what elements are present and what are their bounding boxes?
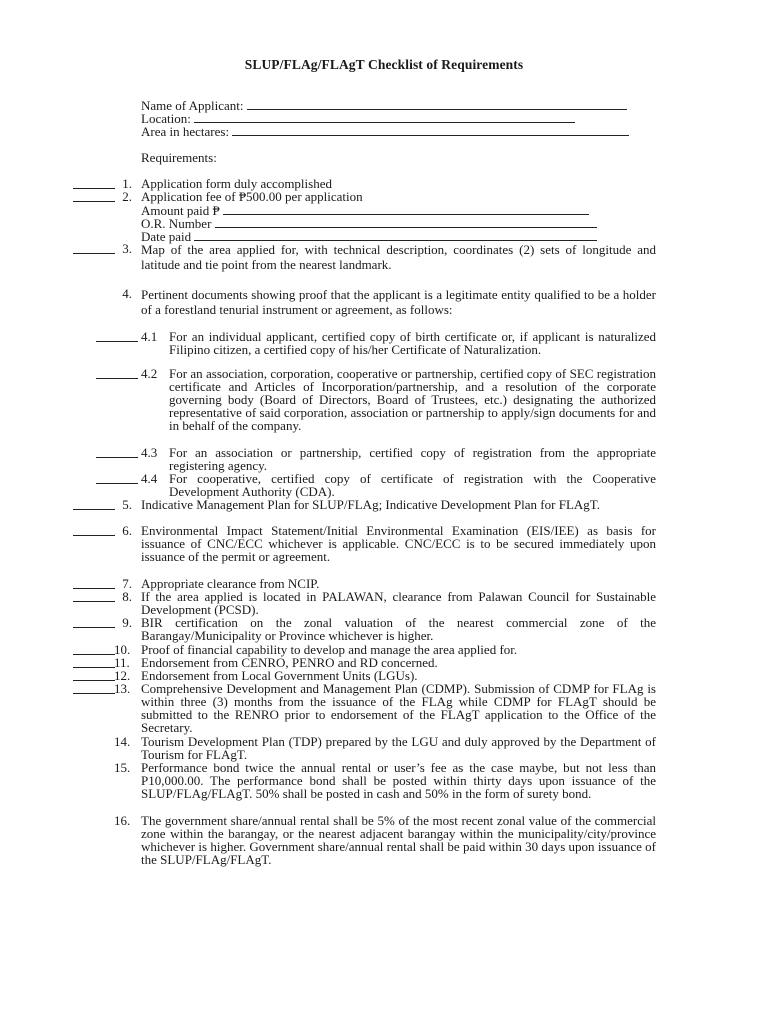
or-label: O.R. Number [141, 216, 212, 231]
item-text: Tourism Development Plan (TDP) prepared by the LGU and duly approved by the Department of Tourism for FLAgT. [141, 734, 656, 763]
check-line-3[interactable] [73, 253, 115, 254]
item-number: 2. [122, 189, 132, 204]
item-text: Endorsement from CENRO, PENRO and RD concerned. [141, 655, 438, 670]
item-text: The government share/annual rental shall be 5% of the most recent zonal value of the commercial zone within the barangay, or the nearest adjacent barangay within the municipality/city/province whichever is higher. Government share/annual rental shall be paid within 30 days upon issuance of the SLUP/FLAg/FLAgT. [141, 813, 656, 868]
item-number: 6. [122, 523, 132, 538]
amount-paid-field [141, 203, 589, 217]
name-label: Name of Applicant: [141, 98, 244, 113]
item-text: Appropriate clearance from NCIP. [141, 576, 320, 591]
check-line-9[interactable] [73, 627, 115, 628]
check-line-2[interactable] [73, 201, 115, 202]
item-text: Comprehensive Development and Management Plan (CDMP). Submission of CDMP for FLAg is within three (3) months from the issuance of the FLAg while CDMP for FLAgT should be submitted to the RENRO prior to endorsement of the FLAgT application to the Office of the Secretary. [141, 681, 656, 736]
item-text: Application fee of ₱500.00 per application [141, 189, 363, 204]
item-number: 9. [122, 615, 132, 630]
check-line-4-1[interactable] [96, 341, 138, 342]
check-line-4-2[interactable] [96, 378, 138, 379]
amount-input-line[interactable] [223, 203, 589, 215]
location-field [141, 111, 575, 125]
requirements-label: Requirements: [141, 150, 217, 165]
subitem-text: For cooperative, certified copy of certificate of registration with the Cooperative Development Authority (CDA). [169, 471, 656, 500]
item-text: Map of the area applied for, with technical description, coordinates (2) sets of longitude and latitude and tie point from the nearest landmark. [141, 242, 656, 272]
subitem-text: For an individual applicant, certified copy of birth certificate or, if applicant is naturalized Filipino citizen, a certified copy of his/her Certificate of Naturalization. [169, 329, 656, 358]
check-line-5[interactable] [73, 509, 115, 510]
subitem-number: 4.3 [141, 445, 158, 460]
date-input-line[interactable] [194, 229, 597, 241]
page-title: SLUP/FLAg/FLAgT Checklist of Requirements [244, 57, 524, 72]
item-text: Application form duly accomplished [141, 176, 332, 191]
check-line-4-3[interactable] [96, 457, 138, 458]
area-label: Area in hectares: [141, 124, 230, 139]
item-number: 14. [114, 734, 131, 749]
name-input-line[interactable] [247, 98, 627, 110]
check-line-10[interactable] [73, 654, 115, 655]
area-field [141, 124, 629, 138]
subitem-number: 4.2 [141, 366, 158, 381]
item-number: 7. [122, 576, 132, 591]
subitem-text: For an association or partnership, certified copy of registration from the appropriate registering agency. [169, 445, 656, 474]
item-text: Endorsement from Local Government Units (LGUs). [141, 668, 418, 683]
check-line-8[interactable] [73, 601, 115, 602]
item-number: 8. [122, 589, 132, 604]
location-label: Location: [141, 111, 191, 126]
or-number-field [141, 216, 597, 230]
date-label: Date paid [141, 229, 192, 244]
date-paid-field [141, 229, 597, 243]
area-input-line[interactable] [232, 124, 629, 136]
check-line-11[interactable] [73, 667, 115, 668]
item-text: Indicative Management Plan for SLUP/FLAg; Indicative Development Plan for FLAgT. [141, 497, 600, 512]
item-text: Proof of financial capability to develop and manage the area applied for. [141, 642, 518, 657]
item-text: BIR certification on the zonal valuation of the nearest commercial zone of the Barangay/Municipality or Province whichever is higher. [141, 615, 656, 644]
item-number: 5. [122, 497, 132, 512]
subitem-number: 4.4 [141, 471, 158, 486]
check-line-1[interactable] [73, 188, 115, 189]
check-line-7[interactable] [73, 588, 115, 589]
item-number: 11. [114, 655, 130, 670]
item-text: Environmental Impact Statement/Initial Environmental Examination (EIS/IEE) as basis for issuance of CNC/ECC whichever is applicable. CNC/ECC is to be secured immediately upon issuance of the permit or agreement. [141, 523, 656, 565]
name-of-applicant-field [141, 98, 627, 112]
item-number: 15. [114, 760, 131, 775]
check-line-4-4[interactable] [96, 483, 138, 484]
check-line-13[interactable] [73, 693, 115, 694]
item-text: If the area applied is located in PALAWAN, clearance from Palawan Council for Sustainable Development (PCSD). [141, 589, 656, 618]
location-input-line[interactable] [194, 111, 575, 123]
item-number: 4. [122, 286, 132, 301]
item-number: 3. [122, 241, 132, 256]
subitem-text: For an association, corporation, cooperative or partnership, certified copy of SEC registration certificate and Articles of Incorporation/partnership, and a resolution of the corporate governing body (Board of Directors, Board of Trustees, etc.) designating the authorized representative of said corporation, association or partnership to apply/sign documents for and in behalf of the company. [169, 366, 656, 434]
item-text: Performance bond twice the annual rental or user’s fee as the case maybe, but not less than P10,000.00. The performance bond shall be posted within thirty days upon issuance of the SLUP/FLAg/FLAgT. 50% shall be posted in cash and 50% in the form of surety bond. [141, 760, 656, 802]
item-number: 10. [114, 642, 131, 657]
item-number: 12. [114, 668, 131, 683]
item-number: 13. [114, 681, 131, 696]
amount-label: Amount paid ₱ [141, 203, 220, 218]
item-number: 1. [122, 176, 132, 191]
item-number: 16. [114, 813, 131, 828]
subitem-number: 4.1 [141, 329, 158, 344]
check-line-12[interactable] [73, 680, 115, 681]
item-text: Pertinent documents showing proof that the applicant is a legitimate entity qualified to be a holder of a forestland tenurial instrument or agreement, as follows: [141, 287, 656, 317]
check-line-6[interactable] [73, 535, 115, 536]
or-input-line[interactable] [215, 216, 597, 228]
